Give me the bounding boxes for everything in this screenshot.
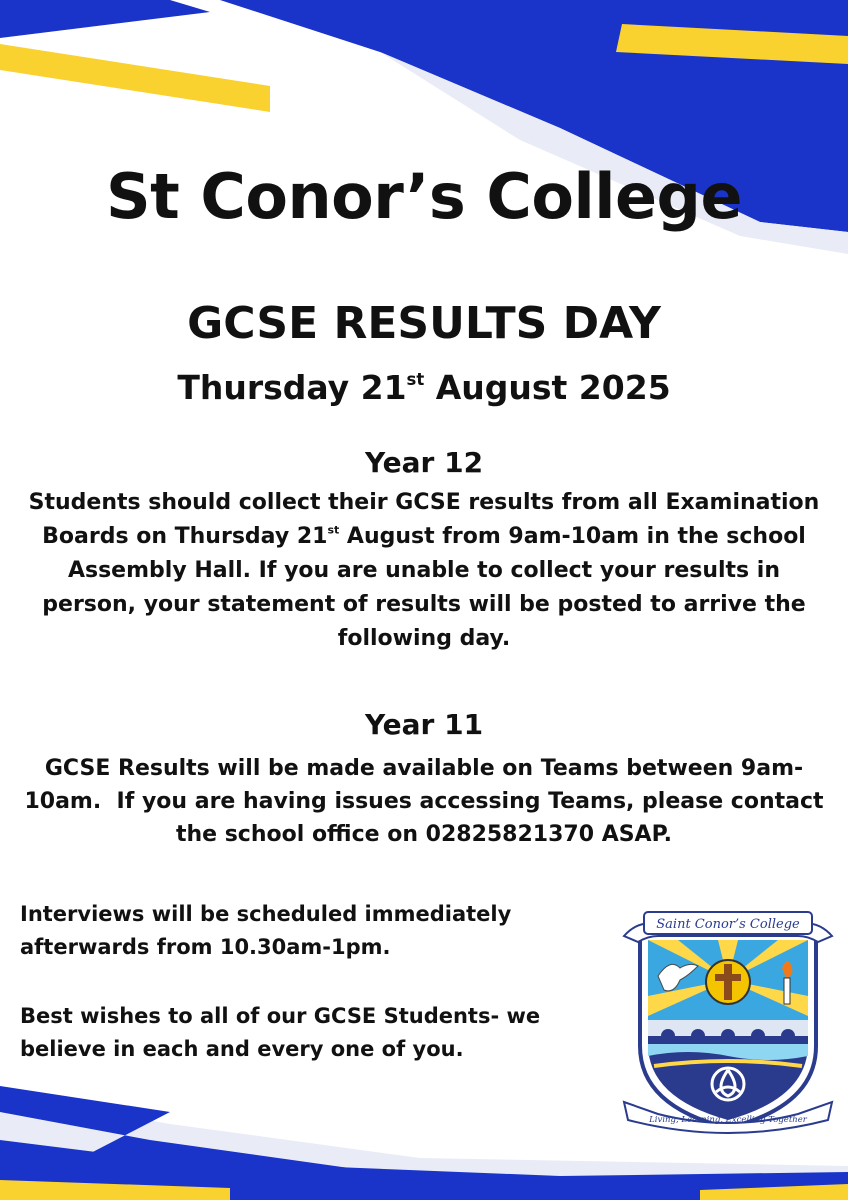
bridge-arch-1 <box>661 1029 675 1043</box>
bridge-arch-3 <box>721 1029 735 1043</box>
year12-text: Students should collect their GCSE results from all Examination Boards on Thursday 21st August from 9am-10am in the school Assembly Hall. If you are unable to collect your results in person, your statement of results will be posted to arrive the following day. <box>28 490 820 651</box>
crest-top-text: Saint Conor’s College <box>656 917 800 932</box>
torch-handle <box>784 978 790 1004</box>
year12-heading: Year 12 <box>364 446 484 479</box>
cross-icon <box>724 964 732 1000</box>
interviews-text: Interviews will be scheduled immediately afterwards from 10.30am-1pm. <box>20 902 512 959</box>
crest-bottom-text: Living, Learning, Excelling Together <box>649 1115 807 1125</box>
best-wishes-text: Best wishes to all of our GCSE Students- we believe in each and every one of you. <box>20 1004 541 1061</box>
year11-text: GCSE Results will be made available on Teams between 9am- 10am. If you are having issues accessing Teams, please contact the school office on 02825821370 ASAP. <box>24 756 824 847</box>
page-title: St Conor’s College <box>105 160 742 233</box>
event-date: Thursday 21st August 2025 <box>177 368 671 407</box>
top-left-blue-stripe <box>0 0 210 38</box>
bridge-arch-5 <box>781 1029 795 1043</box>
year11-heading: Year 11 <box>364 708 484 741</box>
bridge-arch-2 <box>691 1029 705 1043</box>
bridge-arch-4 <box>751 1029 765 1043</box>
top-left-yellow-stripe <box>0 44 270 112</box>
cross-bar <box>715 974 741 981</box>
school-crest-logo <box>618 906 838 1134</box>
event-heading: GCSE RESULTS DAY <box>187 298 661 349</box>
